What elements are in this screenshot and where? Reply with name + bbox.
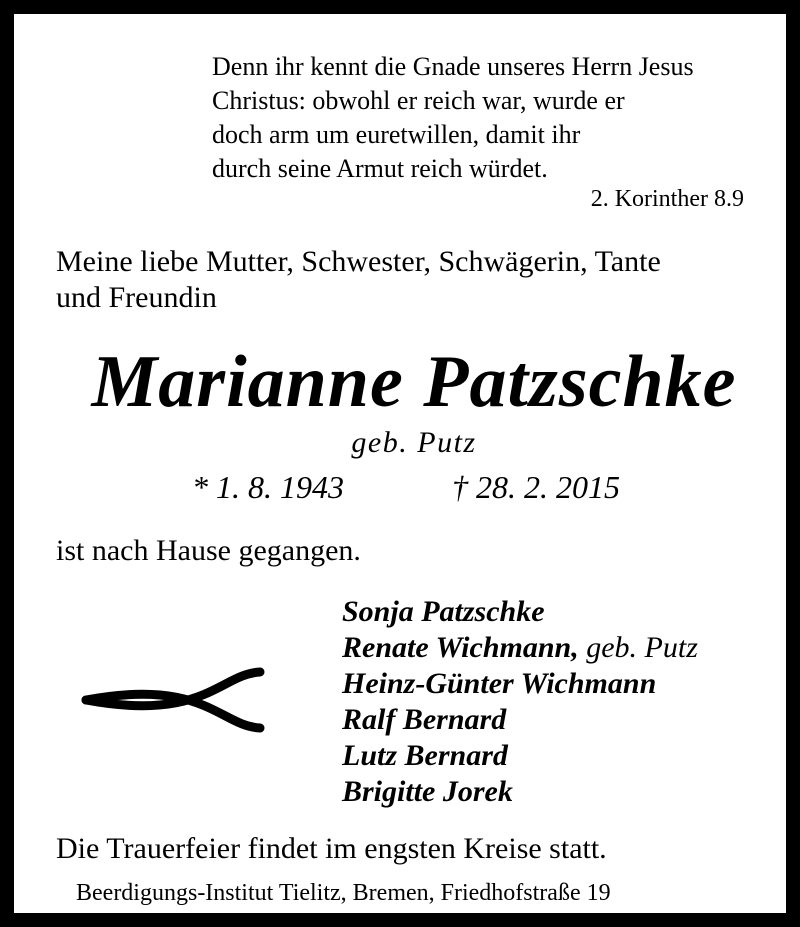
intro-line: Meine liebe Mutter, Schwester, Schwägerin, Tante [56,245,661,278]
mourner-name: Heinz-Günter Wichmann [342,667,657,700]
mourner-name: Ralf Bernard [342,703,507,736]
verse-reference: 2. Korinther 8.9 [590,186,744,212]
intro-text [56,244,661,316]
birth-date: * 1. 8. 1943 [192,469,344,505]
mourner-name: Sonja Patzschke [342,595,545,628]
mourner-name: Lutz Bernard [342,739,508,772]
mourner-name: Renate Wichmann, geb. Putz [342,631,698,664]
verse-line: durch seine Armut reich würdet. [212,154,548,183]
verse-line: doch arm um euretwillen, damit ihr [212,120,581,149]
mourner-maiden-name: geb. Putz [578,631,698,664]
death-date: † 28. 2. 2015 [452,469,620,505]
mourner-name: Brigitte Jorek [342,775,513,808]
verse-line: Christus: obwohl er reich war, wurde er [212,86,625,115]
verse-line: Denn ihr kennt die Gnade unseres Herrn Jesus [212,52,694,81]
deceased-name: Marianne Patzschke [91,341,737,423]
intro-line: und Freundin [56,281,217,314]
passed-text: ist nach Hause gegangen. [56,534,361,567]
mourners-list [342,594,698,810]
undertaker-info: Beerdigungs-Institut Tielitz, Bremen, Friedhofstraße 19 [76,880,611,906]
maiden-name: geb. Putz [351,426,477,459]
ichthys-fish-icon [80,666,266,734]
funeral-service-note: Die Trauerfeier findet im engsten Kreise statt. [56,832,607,865]
bible-verse [212,50,694,186]
